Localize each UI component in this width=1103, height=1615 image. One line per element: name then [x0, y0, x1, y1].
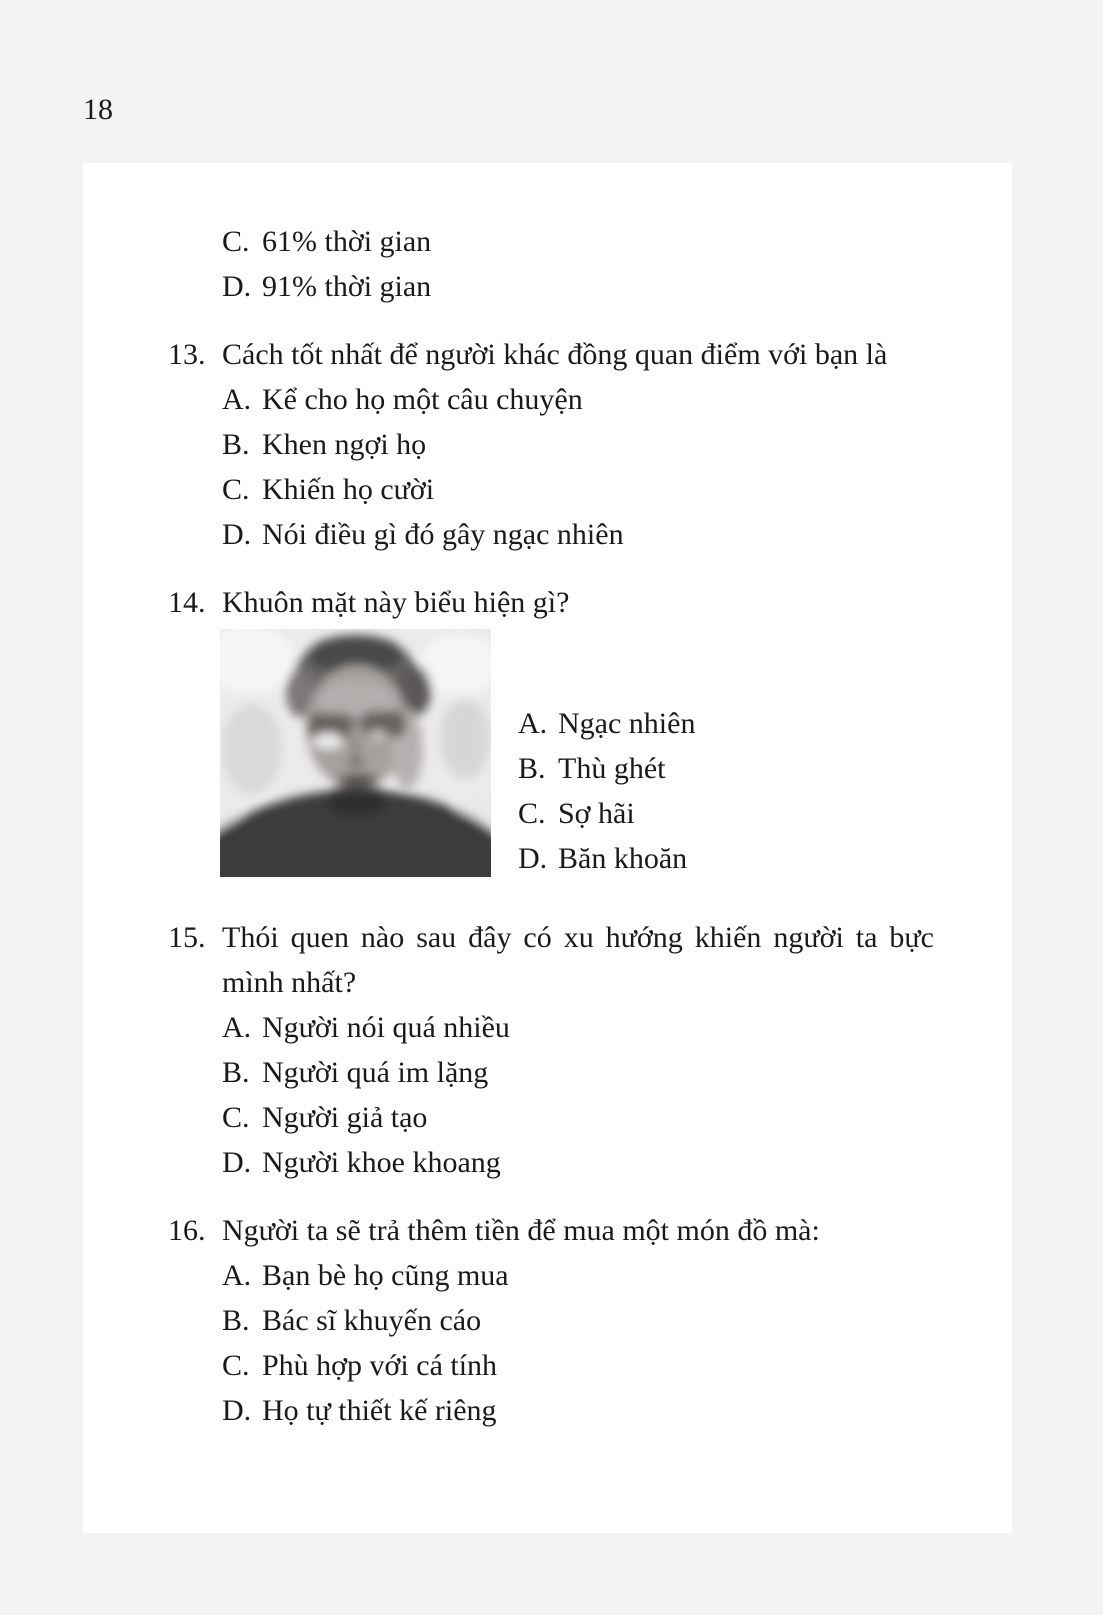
question-number: 14. — [168, 586, 206, 619]
question-16 — [168, 1208, 934, 1253]
option-row — [222, 219, 934, 264]
option-row — [222, 264, 934, 309]
option-row — [222, 1050, 934, 1095]
option-letter: C. — [518, 797, 546, 830]
option-row — [222, 512, 934, 557]
option-text: Người khoe khoang — [262, 1146, 501, 1179]
option-text: Khen ngợi họ — [262, 428, 427, 461]
option-row — [222, 1140, 934, 1185]
option-letter: D. — [222, 1146, 252, 1179]
question-stem: Khuôn mặt này biểu hiện gì? — [222, 586, 570, 619]
option-letter: C. — [222, 1101, 250, 1134]
option-row — [222, 1343, 934, 1388]
option-letter: B. — [222, 428, 250, 461]
option-text: Khiến họ cười — [262, 473, 435, 506]
option-row — [222, 1298, 934, 1343]
option-text: Người giả tạo — [262, 1101, 428, 1134]
question-number: 15. — [168, 921, 206, 954]
page-content-card — [83, 163, 1012, 1533]
option-text: Ngạc nhiên — [558, 707, 696, 740]
question-15 — [168, 915, 934, 1005]
question-14 — [168, 580, 934, 625]
option-letter: B. — [222, 1304, 250, 1337]
option-text: Bác sĩ khuyến cáo — [262, 1304, 482, 1337]
option-letter: A. — [222, 1259, 252, 1292]
option-letter: A. — [222, 383, 252, 416]
option-text: Sợ hãi — [558, 797, 635, 830]
option-letter: C. — [222, 473, 250, 506]
option-letter: B. — [518, 752, 546, 785]
option-text: Phù hợp với cá tính — [262, 1349, 498, 1382]
option-row — [518, 836, 695, 881]
option-text: 91% thời gian — [262, 270, 432, 303]
option-row — [222, 1005, 934, 1050]
option-letter: D. — [222, 270, 252, 303]
face-photo — [220, 629, 491, 877]
option-row — [518, 701, 695, 746]
option-text: 61% thời gian — [262, 225, 432, 258]
option-text: Bạn bè họ cũng mua — [262, 1259, 509, 1292]
option-text: Nói điều gì đó gây ngạc nhiên — [262, 518, 624, 551]
question-stem: Người ta sẽ trả thêm tiền để mua một món đồ mà: — [222, 1214, 820, 1247]
option-row — [222, 422, 934, 467]
option-letter: A. — [222, 1011, 252, 1044]
option-row — [518, 791, 695, 836]
question-number: 16. — [168, 1214, 206, 1247]
quiz-content — [83, 163, 1012, 1433]
option-text: Họ tự thiết kế riêng — [262, 1394, 497, 1427]
option-letter: B. — [222, 1056, 250, 1089]
question-14-options — [518, 701, 695, 881]
option-row — [222, 1253, 934, 1298]
question-number: 13. — [168, 338, 206, 371]
option-row — [222, 377, 934, 422]
option-text: Băn khoăn — [558, 842, 688, 875]
option-letter: D. — [518, 842, 548, 875]
option-text: Kể cho họ một câu chuyện — [262, 383, 583, 416]
option-text: Người quá im lặng — [262, 1056, 489, 1089]
option-letter: C. — [222, 225, 250, 258]
option-letter: D. — [222, 1394, 252, 1427]
question-13 — [168, 332, 934, 377]
option-row — [222, 1095, 934, 1140]
question-stem — [222, 915, 934, 1005]
option-letter: D. — [222, 518, 252, 551]
page-number: 18 — [83, 93, 113, 126]
option-letter: A. — [518, 707, 548, 740]
option-letter: C. — [222, 1349, 250, 1382]
option-row — [222, 467, 934, 512]
question-stem-line-1: Thói quen nào sau đây có xu hướng khiến người ta bực — [222, 921, 934, 954]
option-row — [518, 746, 695, 791]
option-row — [222, 1388, 934, 1433]
question-14-media — [220, 629, 934, 881]
question-stem-line-2: mình nhất? — [222, 966, 357, 999]
option-text: Thù ghét — [558, 752, 666, 785]
option-text: Người nói quá nhiều — [262, 1011, 510, 1044]
question-stem: Cách tốt nhất để người khác đồng quan điểm với bạn là — [222, 338, 888, 371]
